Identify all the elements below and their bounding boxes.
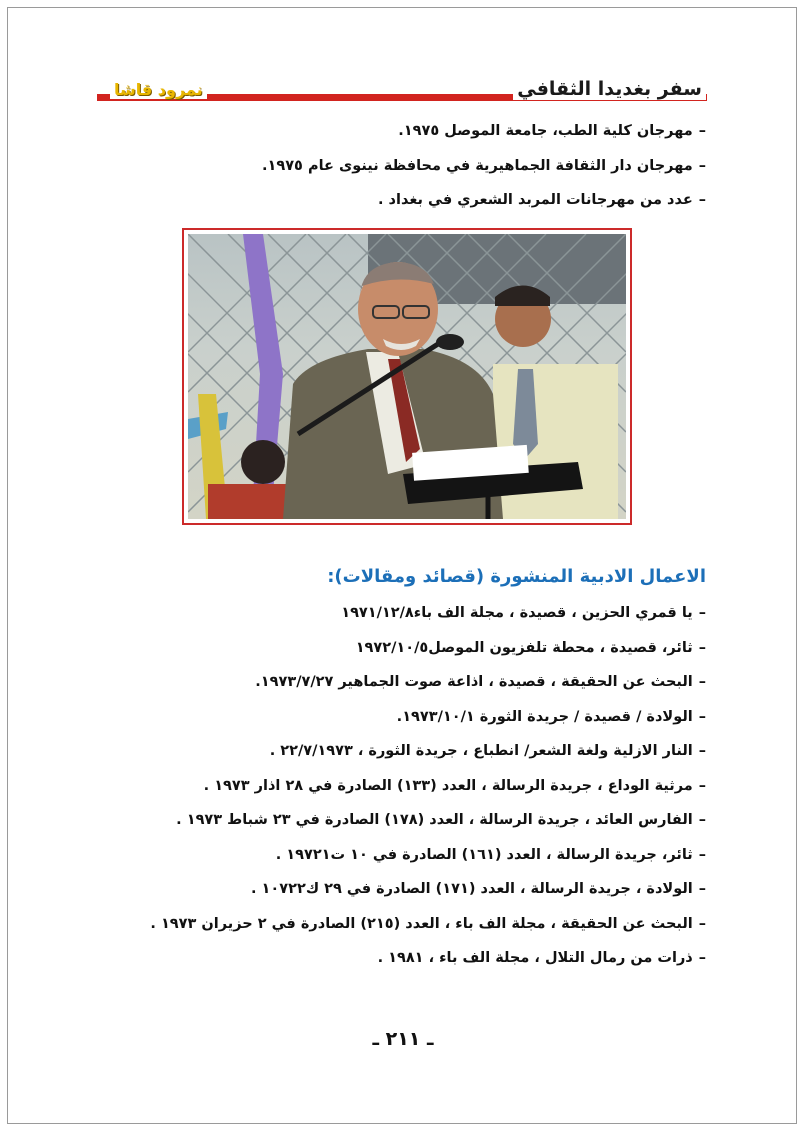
list-item-text: يا قمري الحزين ، قصيدة ، مجلة الف باء١٩٧١/١٢/٨ (341, 605, 693, 621)
list-item-text: البحث عن الحقيقة ، قصيدة ، اذاعة صوت الجماهير ١٩٧٣/٧/٢٧. (255, 674, 693, 690)
list-item-text: ذرات من رمال التلال ، مجلة الف باء ، ١٩٨١ . (377, 950, 693, 966)
list-item-text: ثائر، قصيدة ، محطة تلفزيون الموصل١٩٧٢/١٠/٥ (355, 639, 693, 656)
list-item-text: مهرجان دار الثقافة الجماهيرية في محافظة نينوى عام ١٩٧٥. (261, 157, 693, 174)
works-list (150, 596, 706, 976)
list-item: –النار الازلية ولغة الشعر/ انطباع ، جريدة الثورة ، ٢٢/٧/١٩٧٣ . (269, 743, 706, 759)
speaker-photo (188, 234, 626, 519)
list-item-text: الولادة ، جريدة الرسالة ، العدد (١٧١) الصادرة في ٢٩ ك١٠٧٢٢ . (250, 881, 693, 897)
list-item: –ثائر، جريدة الرسالة ، العدد (١٦١) الصادرة في ١٠ ت١٩٧٢١ . (275, 846, 706, 863)
list-item: –البحث عن الحقيقة ، قصيدة ، اذاعة صوت الجماهير ١٩٧٣/٧/٢٧. (255, 674, 706, 690)
list-item: –ثائر، قصيدة ، محطة تلفزيون الموصل١٩٧٢/١٠/٥ (355, 639, 706, 656)
list-item-text: النار الازلية ولغة الشعر/ انطباع ، جريدة الثورة ، ٢٢/٧/١٩٧٣ . (269, 743, 693, 759)
photo-frame (182, 228, 632, 525)
book-title: سفر بغديدا الثقافي (513, 78, 706, 100)
list-item: –الولادة / قصيدة / جريدة الثورة ١٩٧٣/١٠/١. (396, 708, 706, 725)
page-number: ـ ٢١١ ـ (372, 1028, 434, 1050)
list-item: –مهرجان كلية الطب، جامعة الموصل ١٩٧٥. (398, 123, 706, 139)
list-item-text: البحث عن الحقيقة ، مجلة الف باء ، العدد (٢١٥) الصادرة في ٢ حزيران ١٩٧٣ . (150, 915, 693, 932)
festival-list (262, 114, 706, 218)
list-item-text: ثائر، جريدة الرسالة ، العدد (١٦١) الصادرة في ١٠ ت١٩٧٢١ . (275, 846, 693, 863)
list-item-text: مهرجان كلية الطب، جامعة الموصل ١٩٧٥. (398, 123, 693, 139)
photo-illustration (188, 234, 626, 519)
list-item: –مرثية الوداع ، جريدة الرسالة ، العدد (١٣٣) الصادرة في ٢٨ اذار ١٩٧٣ . (203, 777, 706, 794)
list-item-text: الفارس العائد ، جريدة الرسالة ، العدد (١٧٨) الصادرة في ٢٣ شباط ١٩٧٣ . (176, 812, 693, 828)
list-item-text: عدد من مهرجانات المربد الشعري في بغداد . (378, 192, 693, 208)
list-item: –البحث عن الحقيقة ، مجلة الف باء ، العدد (٢١٥) الصادرة في ٢ حزيران ١٩٧٣ . (150, 915, 706, 932)
section-title: الاعمال الادبية المنشورة (قصائد ومقالات): (327, 566, 706, 587)
list-item: –عدد من مهرجانات المربد الشعري في بغداد . (378, 192, 706, 208)
list-item: –يا قمري الحزين ، قصيدة ، مجلة الف باء١٩٧١/١٢/٨ (341, 605, 706, 621)
list-item: –ذرات من رمال التلال ، مجلة الف باء ، ١٩٨١ . (377, 950, 706, 966)
list-item: –الفارس العائد ، جريدة الرسالة ، العدد (١٧٨) الصادرة في ٢٣ شباط ١٩٧٣ . (176, 812, 706, 828)
list-item-text: مرثية الوداع ، جريدة الرسالة ، العدد (١٣٣) الصادرة في ٢٨ اذار ١٩٧٣ . (203, 777, 693, 794)
list-item: –الولادة ، جريدة الرسالة ، العدد (١٧١) الصادرة في ٢٩ ك١٠٧٢٢ . (250, 881, 706, 897)
second-man-shirt (493, 364, 618, 519)
author-name: نمرود قاشا (110, 80, 207, 99)
list-item: –مهرجان دار الثقافة الجماهيرية في محافظة نينوى عام ١٩٧٥. (261, 157, 706, 174)
list-item-text: الولادة / قصيدة / جريدة الثورة ١٩٧٣/١٠/١. (396, 708, 693, 725)
